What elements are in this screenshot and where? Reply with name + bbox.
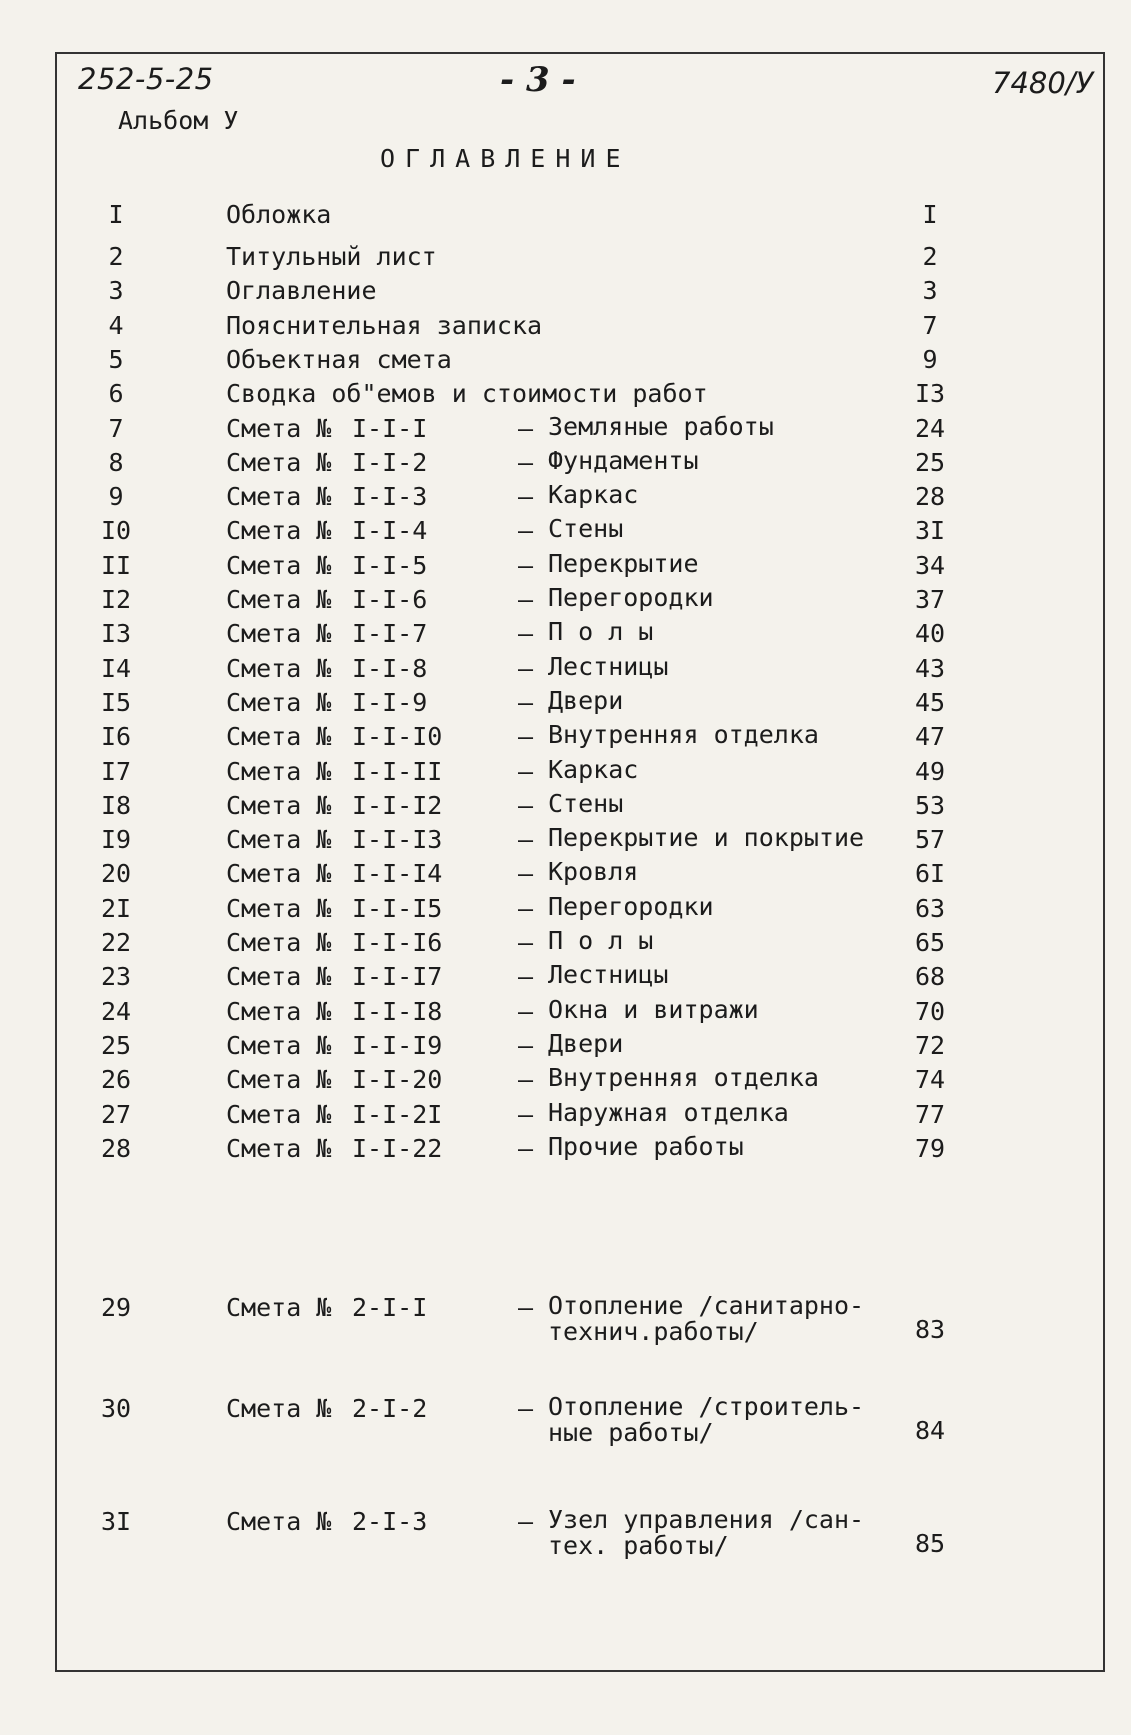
toc-row-description: Внутренняя отделка — [548, 720, 819, 750]
toc-row-title: Смета № — [226, 928, 332, 957]
toc-row-dash: – — [518, 756, 534, 786]
toc-row-description: Стены — [548, 788, 624, 818]
toc-row-title: Смета № — [226, 1030, 332, 1060]
toc-row-number: I7 — [100, 756, 132, 786]
toc-row-number: I2 — [100, 585, 132, 614]
toc-row-description: Лестницы — [548, 960, 669, 990]
toc-row-dash: – — [518, 413, 534, 443]
toc-row-description: Земляные работы — [548, 411, 774, 441]
toc-row-page: 72 — [914, 1030, 946, 1060]
toc-row-page: 7 — [922, 310, 938, 340]
toc-row-page: 53 — [914, 790, 946, 820]
toc-row-page: 85 — [914, 1529, 946, 1558]
toc-row-title: Смета № — [226, 516, 332, 546]
toc-row-estimate-code: I-I-I9 — [352, 1030, 443, 1060]
toc-row-description: Перегородки — [548, 891, 714, 921]
toc-row-dash: – — [518, 962, 534, 992]
toc-row-page: 68 — [914, 962, 946, 992]
toc-row-number: 2I — [100, 893, 132, 923]
toc-row-number: 25 — [100, 1030, 132, 1060]
toc-row-estimate-code: I-I-I5 — [352, 893, 443, 923]
toc-row-page: 43 — [914, 653, 946, 683]
toc-row-page: 45 — [914, 687, 946, 717]
toc-row-page: 47 — [914, 722, 946, 752]
toc-row-dash: – — [518, 516, 534, 546]
toc-row-description: Узел управления /сан- — [548, 1505, 865, 1534]
toc-row-dash: – — [518, 1099, 534, 1129]
toc-row-estimate-code: I-I-I0 — [352, 722, 443, 752]
toc-row-dash: – — [518, 585, 534, 614]
toc-row-dash: – — [518, 859, 534, 889]
toc-row-title: Смета № — [226, 1065, 332, 1095]
toc-row-page: 6I — [914, 859, 946, 889]
toc-row-title: Смета № — [226, 1394, 332, 1423]
toc-row-dash: – — [518, 928, 534, 957]
inventory-number: 7480/У — [992, 66, 1094, 100]
toc-row-title: Смета № — [226, 722, 332, 752]
toc-row-number: I4 — [100, 653, 132, 683]
toc-row-title: Смета № — [226, 790, 332, 820]
toc-row-description: Фундаменты — [548, 445, 699, 475]
toc-row-number: 4 — [108, 310, 124, 340]
toc-row-estimate-code: I-I-I7 — [352, 962, 443, 992]
toc-row-dash: – — [518, 1065, 534, 1095]
toc-row-title: Титульный лист — [226, 242, 437, 271]
toc-row-title: Пояснительная записка — [226, 310, 543, 340]
toc-row-page: 28 — [914, 482, 946, 512]
album-label: Альбом У — [118, 106, 239, 135]
toc-row-estimate-code: I-I-I2 — [352, 790, 443, 820]
toc-row-estimate-code: I-I-I6 — [352, 928, 443, 957]
toc-row-number: 9 — [108, 482, 124, 512]
toc-row-number: 30 — [100, 1394, 132, 1423]
toc-row-page: 57 — [914, 825, 946, 855]
toc-row-dash: – — [518, 653, 534, 683]
toc-row-description: Каркас — [548, 754, 639, 784]
toc-row-number: 27 — [100, 1099, 132, 1129]
toc-row-dash: – — [518, 1507, 534, 1536]
toc-row-estimate-code: I-I-I8 — [352, 996, 443, 1026]
toc-row-description: Отопление /санитарно- — [548, 1291, 865, 1320]
toc-row-page: 79 — [914, 1133, 946, 1163]
toc-row-description: Перекрытие и покрытие — [548, 823, 865, 853]
toc-row-estimate-code: I-I-5 — [352, 550, 428, 580]
toc-row-title: Смета № — [226, 585, 332, 614]
toc-row-page: 74 — [914, 1065, 946, 1095]
toc-row-description: Лестницы — [548, 651, 669, 681]
toc-row-title: Смета № — [226, 962, 332, 992]
toc-row-title: Смета № — [226, 859, 332, 889]
toc-row-title: Смета № — [226, 1099, 332, 1129]
toc-row-estimate-code: I-I-I — [352, 413, 428, 443]
toc-row-title: Смета № — [226, 687, 332, 717]
toc-row-number: 7 — [108, 413, 124, 443]
toc-row-page: 65 — [914, 928, 946, 957]
document-code: 252-5-25 — [78, 62, 214, 96]
toc-row-description-continued: технич.работы/ — [548, 1317, 759, 1346]
toc-row-title: Смета № — [226, 413, 332, 443]
toc-row-dash: – — [518, 1030, 534, 1060]
toc-row-title: Смета № — [226, 756, 332, 786]
toc-row-page: 77 — [914, 1099, 946, 1129]
toc-row-description: Каркас — [548, 480, 639, 510]
toc-row-page: 24 — [914, 413, 946, 443]
toc-row-page: 49 — [914, 756, 946, 786]
toc-row-description: Стены — [548, 514, 624, 544]
toc-row-dash: – — [518, 550, 534, 580]
toc-row-number: 29 — [100, 1293, 132, 1322]
toc-row-number: II — [100, 550, 132, 580]
toc-row-description: Перекрытие — [548, 548, 699, 578]
toc-row-estimate-code: I-I-22 — [352, 1133, 443, 1163]
toc-row-description: Внутренняя отделка — [548, 1063, 819, 1093]
toc-row-estimate-code: I-I-8 — [352, 653, 428, 683]
toc-row-estimate-code: I-I-I3 — [352, 825, 443, 855]
toc-row-title: Сводка об"емов и стоимости работ — [226, 379, 708, 409]
toc-row-estimate-code: I-I-II — [352, 756, 443, 786]
toc-row-number: 20 — [100, 859, 132, 889]
toc-row-title: Смета № — [226, 550, 332, 580]
toc-row-dash: – — [518, 619, 534, 649]
toc-row-page: 9 — [922, 344, 938, 374]
toc-row-page: I3 — [914, 379, 946, 409]
toc-row-estimate-code: I-I-3 — [352, 482, 428, 512]
toc-row-title: Смета № — [226, 996, 332, 1026]
toc-row-dash: – — [518, 1394, 534, 1423]
toc-row-page: 63 — [914, 893, 946, 923]
toc-row-number: 2 — [108, 242, 124, 271]
toc-row-dash: – — [518, 722, 534, 752]
toc-row-title: Смета № — [226, 447, 332, 477]
toc-row-title: Смета № — [226, 893, 332, 923]
toc-row-estimate-code: 2-I-I — [352, 1293, 428, 1322]
toc-row-description: П о л ы — [548, 617, 654, 647]
toc-row-page: 84 — [914, 1416, 946, 1445]
toc-row-dash: – — [518, 482, 534, 512]
toc-row-page: 3 — [922, 276, 938, 306]
toc-row-number: 22 — [100, 928, 132, 957]
toc-row-description: П о л ы — [548, 926, 654, 955]
toc-row-number: I3 — [100, 619, 132, 649]
toc-row-estimate-code: I-I-6 — [352, 585, 428, 614]
toc-row-dash: – — [518, 893, 534, 923]
toc-row-dash: – — [518, 1293, 534, 1322]
toc-row-description-continued: тех. работы/ — [548, 1531, 729, 1560]
toc-row-title: Обложка — [226, 200, 332, 229]
toc-row-dash: – — [518, 1133, 534, 1163]
toc-row-page: 70 — [914, 996, 946, 1026]
toc-row-estimate-code: I-I-7 — [352, 619, 428, 649]
toc-row-description: Прочие работы — [548, 1131, 744, 1161]
toc-row-number: 23 — [100, 962, 132, 992]
toc-row-estimate-code: I-I-9 — [352, 687, 428, 717]
toc-row-description: Двери — [548, 685, 624, 715]
toc-row-description: Кровля — [548, 857, 639, 887]
toc-row-title: Смета № — [226, 1293, 332, 1322]
toc-row-number: 5 — [108, 344, 124, 374]
toc-row-title: Смета № — [226, 1507, 332, 1536]
toc-row-number: I6 — [100, 722, 132, 752]
toc-row-dash: – — [518, 996, 534, 1026]
toc-row-page: 37 — [914, 585, 946, 614]
toc-row-estimate-code: I-I-2 — [352, 447, 428, 477]
toc-row-number: 24 — [100, 996, 132, 1026]
toc-row-title: Смета № — [226, 482, 332, 512]
toc-row-description: Перегородки — [548, 583, 714, 612]
toc-row-page: 2 — [922, 242, 938, 271]
toc-row-number: I0 — [100, 516, 132, 546]
toc-row-number: I8 — [100, 790, 132, 820]
toc-row-title: Смета № — [226, 825, 332, 855]
toc-row-number: I9 — [100, 825, 132, 855]
toc-row-page: I — [922, 200, 938, 229]
toc-row-estimate-code: I-I-2I — [352, 1099, 443, 1129]
toc-row-number: 8 — [108, 447, 124, 477]
toc-row-page: 3I — [914, 516, 946, 546]
toc-row-description: Двери — [548, 1028, 624, 1058]
toc-row-estimate-code: 2-I-3 — [352, 1507, 428, 1536]
toc-row-number: 3I — [100, 1507, 132, 1536]
page-number: - 3 - — [500, 60, 576, 100]
toc-row-number: 3 — [108, 276, 124, 306]
toc-row-number: I5 — [100, 687, 132, 717]
toc-row-description: Наружная отделка — [548, 1097, 789, 1127]
toc-row-page: 40 — [914, 619, 946, 649]
toc-row-description: Окна и витражи — [548, 994, 759, 1024]
toc-title: ОГЛАВЛЕНИЕ — [380, 144, 631, 173]
toc-row-dash: – — [518, 790, 534, 820]
toc-row-estimate-code: I-I-20 — [352, 1065, 443, 1095]
toc-row-page: 34 — [914, 550, 946, 580]
toc-row-number: 28 — [100, 1133, 132, 1163]
toc-row-description-continued: ные работы/ — [548, 1418, 714, 1447]
toc-row-dash: – — [518, 447, 534, 477]
toc-row-number: I — [108, 200, 124, 229]
toc-row-number: 26 — [100, 1065, 132, 1095]
toc-row-page: 83 — [914, 1315, 946, 1344]
toc-row-title: Оглавление — [226, 276, 377, 306]
toc-row-estimate-code: 2-I-2 — [352, 1394, 428, 1423]
toc-row-title: Смета № — [226, 619, 332, 649]
toc-row-title: Объектная смета — [226, 344, 452, 374]
toc-row-dash: – — [518, 687, 534, 717]
toc-row-description: Отопление /строитель- — [548, 1392, 865, 1421]
toc-row-title: Смета № — [226, 1133, 332, 1163]
toc-row-page: 25 — [914, 447, 946, 477]
toc-row-dash: – — [518, 825, 534, 855]
toc-row-title: Смета № — [226, 653, 332, 683]
toc-row-estimate-code: I-I-4 — [352, 516, 428, 546]
toc-row-estimate-code: I-I-I4 — [352, 859, 443, 889]
toc-row-number: 6 — [108, 379, 124, 409]
